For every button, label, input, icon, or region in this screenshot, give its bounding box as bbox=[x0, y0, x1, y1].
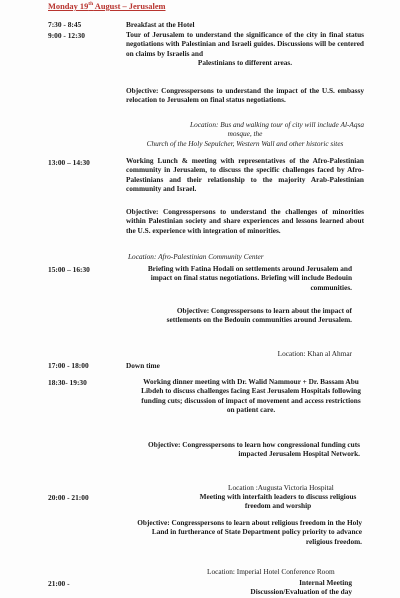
interfaith-location: Location: Imperial Hotel Conference Room bbox=[207, 567, 335, 576]
heading-day: Monday 19 bbox=[48, 1, 89, 11]
time-dinner: 18:30- 19:30 bbox=[48, 378, 87, 387]
internal-line-2: Discussion/Evaluation of the day bbox=[250, 587, 352, 597]
dinner-location: Location :Augusta Victoria Hospital bbox=[228, 483, 334, 492]
tour-description-main: Tour of Jerusalem to understand the significance of the city in final status negotiations with Palestinian and Israeli guides. Discussions will be centered on claims by Israelis and bbox=[126, 30, 364, 58]
briefing-description: Briefing with Fatina Hodali on settlements around Jerusalem and impact on final status negotiations. Briefing will include Bedouin communities. bbox=[147, 264, 352, 292]
tour-description bbox=[126, 30, 364, 68]
briefing-location: Location: Khan al Ahmar bbox=[277, 349, 352, 358]
time-lunch: 13:00 – 14:30 bbox=[48, 158, 90, 167]
time-interfaith: 20:00 - 21:00 bbox=[48, 493, 89, 502]
internal-text bbox=[200, 578, 352, 597]
downtime-text: Down time bbox=[126, 361, 160, 370]
dinner-objective: Objective: Congresspersons to learn how congressional funding cuts impacted Jerusalem Hospital Network. bbox=[148, 440, 360, 459]
time-tour: 9:00 - 12:30 bbox=[48, 31, 85, 40]
tour-objective: Objective: Congresspersons to understand the impact of the U.S. embassy relocation to Jerusalem on final status negotiations. bbox=[126, 86, 364, 105]
time-breakfast: 7:30 - 8:45 bbox=[48, 20, 82, 29]
tour-description-last: Palestinians to different areas. bbox=[197, 58, 293, 68]
time-downtime: 17:00 - 18:00 bbox=[48, 361, 89, 370]
breakfast-text: Breakfast at the Hotel bbox=[126, 20, 195, 29]
lunch-description: Working Lunch & meeting with representatives of the Afro-Palestinian community in Jerusalem, to discuss the specific challenges faced by Afro-Palestinians and their relationship to the majority Arab-Palestinian community and Israel. bbox=[126, 156, 364, 194]
interfaith-objective: Objective: Congresspersons to learn about religious freedom in the Holy Land in furtherance of State Department policy priority to advance religious freedom. bbox=[137, 518, 362, 546]
interfaith-description: Meeting with interfaith leaders to discuss religious freedom and worship bbox=[199, 492, 357, 511]
briefing-objective: Objective: Congresspersons to learn about the impact of settlements on the Bedouin communities around Jerusalem. bbox=[166, 306, 352, 325]
dinner-description: Working dinner meeting with Dr. Walid Nammour + Dr. Bassam Abu Libdeh to discuss challenges facing East Jerusalem Hospitals following funding cuts; discussion of impact of movement and access restrictions on patient care. bbox=[141, 377, 361, 415]
time-briefing: 15:00 – 16:30 bbox=[48, 265, 90, 274]
heading-ordinal: th bbox=[88, 1, 94, 7]
tour-location-last: Church of the Holy Sepulcher, Western Wall and other historic sites bbox=[146, 138, 344, 148]
tour-location bbox=[126, 120, 364, 148]
lunch-location: Location: Afro-Palestinian Community Center bbox=[128, 252, 264, 261]
lunch-objective: Objective: Congresspersons to understand the challenges of minorities within Palestinian society and share experiences and lessons learned about the U.S. experience with integration of minorities. bbox=[126, 207, 364, 235]
heading-month-city: August – Jerusalem bbox=[93, 1, 166, 11]
time-internal: 21:00 - bbox=[48, 579, 70, 588]
internal-line-1: Internal Meeting bbox=[299, 578, 352, 587]
day-heading bbox=[48, 1, 166, 11]
tour-location-main: Location: Bus and walking tour of city will include Al-Aqsa bbox=[190, 120, 364, 129]
tour-location-mid: mosque, the bbox=[227, 129, 263, 139]
